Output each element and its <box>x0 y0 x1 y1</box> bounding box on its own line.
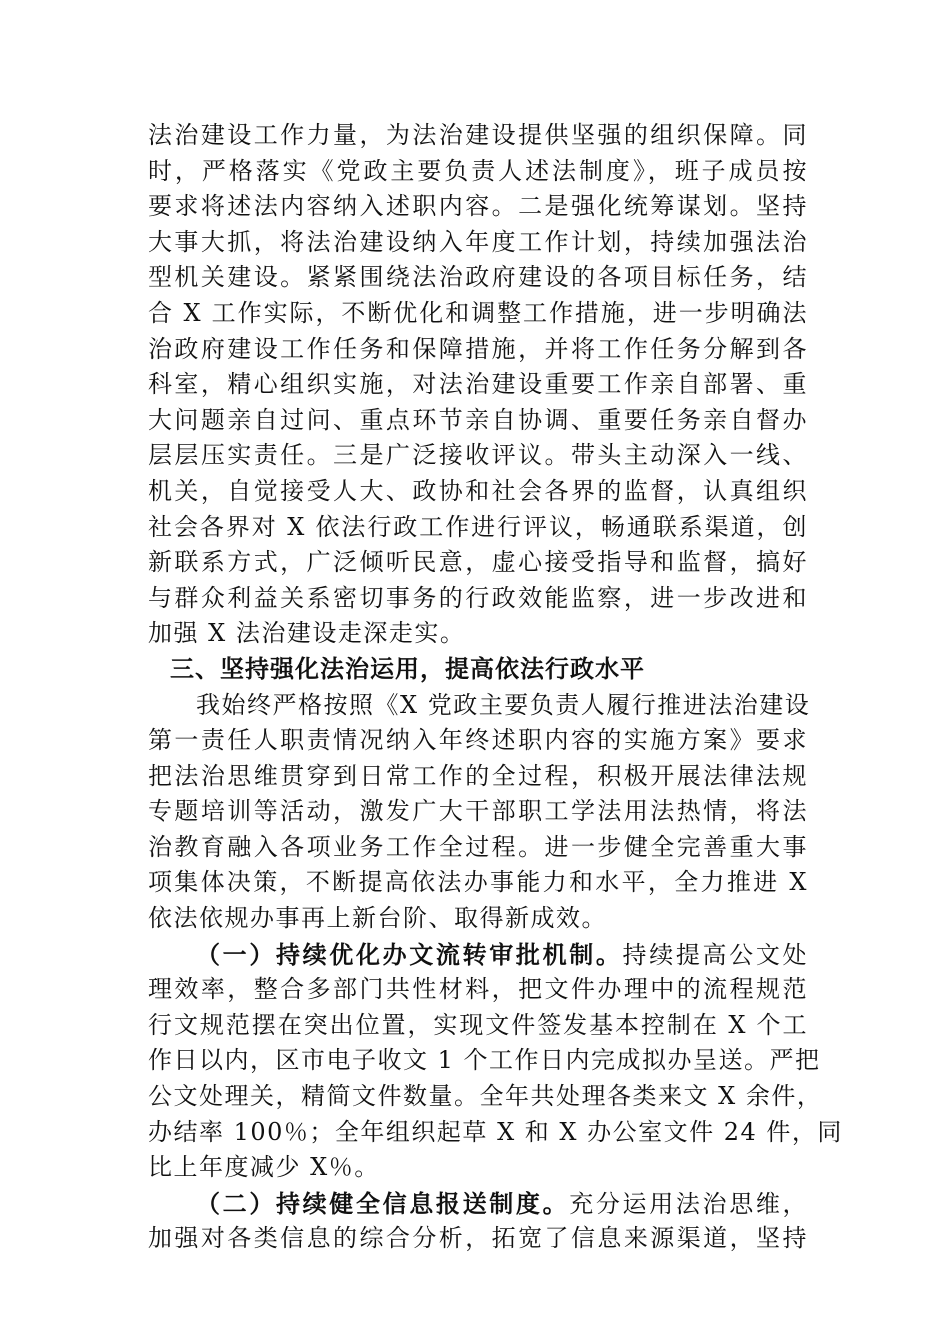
body-line: 新联系方式，广泛倾听民意，虚心接受指导和监督，搞好 <box>148 548 808 577</box>
body-line: 时，严格落实《党政主要负责人述法制度》，班子成员按 <box>148 156 808 185</box>
body-line: 治政府建设工作任务和保障措施，并将工作任务分解到各 <box>148 334 808 363</box>
body-line: 层层压实责任。三是广泛接收评议。带头主动深入一线、 <box>148 441 808 470</box>
body-line: 与群众利益关系密切事务的行政效能监察，进一步改进和 <box>148 583 808 612</box>
body-line: 法治建设工作力量，为法治建设提供坚强的组织保障。同 <box>148 121 808 149</box>
body-line: 社会各界对 X 依法行政工作进行评议，畅通联系渠道，创 <box>148 512 808 541</box>
body-line: 公文处理关，精简文件数量。全年共处理各类来文 X 余件， <box>148 1082 823 1111</box>
body-text: 充分运用法治思维， <box>569 1189 809 1218</box>
section-heading: 三、坚持强化法治运用，提高依法行政水平 <box>170 654 645 683</box>
subsection-heading: （一）持续优化办文流转审批机制。 <box>196 939 623 969</box>
body-line: 项集体决策，不断提高依法办事能力和水平，全力推进 X <box>148 868 808 897</box>
body-line: 机关，自觉接受人大、政协和社会各界的监督，认真组织 <box>148 476 808 505</box>
body-line: 合 X 工作实际，不断优化和调整工作措施，进一步明确法 <box>148 298 808 327</box>
body-line: 我始终严格按照《X 党政主要负责人履行推进法治建设 <box>196 690 811 719</box>
body-line: 大问题亲自过问、重点环节亲自协调、重要任务亲自督办 <box>148 405 808 434</box>
body-line: 把法治思维贯穿到日常工作的全过程，积极开展法律法规 <box>148 761 808 790</box>
body-line: 办结率 100％；全年组织起草 X 和 X 办公室文件 24 件，同 <box>148 1117 843 1146</box>
body-line: 型机关建设。紧紧围绕法治政府建设的各项目标任务，结 <box>148 263 808 292</box>
body-line: 要求将述法内容纳入述职内容。二是强化统筹谋划。坚持 <box>148 192 808 221</box>
body-line: 加强对各类信息的综合分析，拓宽了信息来源渠道，坚持 <box>148 1224 808 1253</box>
body-line: 大事大抓，将法治建设纳入年度工作计划，持续加强法治 <box>148 227 808 256</box>
subsection-first-line <box>148 1186 808 1222</box>
body-line: 理效率，整合多部门共性材料，把文件办理中的流程规范 <box>148 975 808 1004</box>
document-body <box>148 118 843 1257</box>
body-line: 加强 X 法治建设走深走实。 <box>148 619 466 648</box>
body-line: 治教育融入各项业务工作全过程。进一步健全完善重大事 <box>148 832 808 861</box>
body-line: 科室，精心组织实施，对法治建设重要工作亲自部署、重 <box>148 370 808 399</box>
body-text: 持续提高公文处 <box>622 940 809 969</box>
body-line: 专题培训等活动，激发广大干部职工学法用法热情，将法 <box>148 797 808 826</box>
body-line: 行文规范摆在突出位置，实现文件签发基本控制在 X 个工 <box>148 1010 808 1039</box>
subsection-first-line <box>148 937 808 973</box>
body-line: 第一责任人职责情况纳入年终述职内容的实施方案》要求 <box>148 726 808 755</box>
body-line: 作日以内，区市电子收文 1 个工作日内完成拟办呈送。严把 <box>148 1046 821 1075</box>
body-line: 依法依规办事再上新台阶、取得新成效。 <box>148 904 607 933</box>
body-line: 比上年度减少 X％。 <box>148 1153 380 1182</box>
subsection-heading: （二）持续健全信息报送制度。 <box>196 1188 570 1218</box>
